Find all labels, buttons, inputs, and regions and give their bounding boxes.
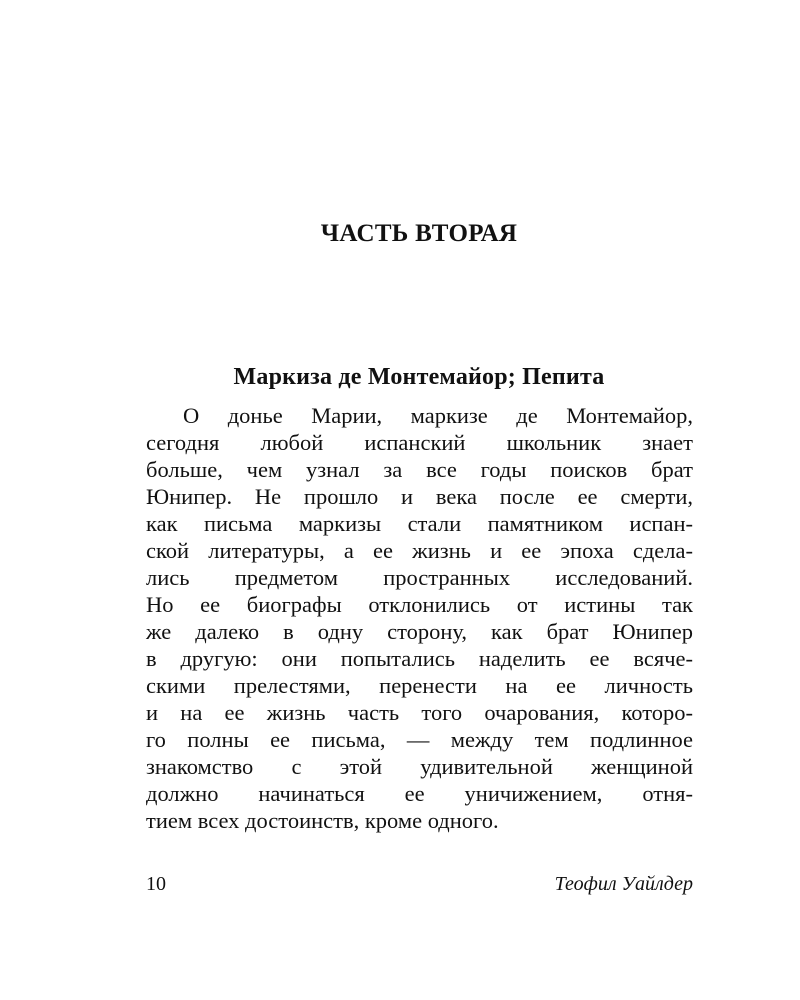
text-line: тием всех достоинств, кроме одного. (146, 808, 499, 833)
running-author: Теофил Уайлдер (554, 873, 693, 895)
body-paragraph (146, 402, 693, 834)
chapter-title: Маркиза де Монтемайор; Пепита (233, 364, 605, 390)
text-line: и на ее жизнь часть того очарования, которо- (146, 700, 693, 725)
text-line: лись предметом пространных исследований. (146, 565, 693, 590)
part-title: ЧАСТЬ ВТОРАЯ (320, 220, 518, 247)
text-line: как письма маркизы стали памятником испан- (146, 511, 693, 536)
text-line: го полны ее письма, — между тем подлинное (146, 727, 693, 752)
text-line: сегодня любой испанский школьник знает (146, 430, 693, 455)
text-line: О донье Марии, маркизе де Монтемайор, (183, 403, 693, 428)
text-line: ской литературы, а ее жизнь и ее эпоха сдела- (146, 538, 693, 563)
text-line: в другую: они попытались наделить ее всяче- (146, 646, 693, 671)
page-number: 10 (146, 873, 166, 895)
text-line: знакомство с этой удивительной женщиной (146, 754, 693, 779)
text-line: должно начинаться ее уничижением, отня- (146, 781, 693, 806)
text-line: Юнипер. Не прошло и века после ее смерти, (146, 484, 693, 509)
page-footer (146, 871, 693, 897)
text-line: скими прелестями, перенести на ее личность (146, 673, 693, 698)
text-line: больше, чем узнал за все годы поисков брат (146, 457, 693, 482)
text-line: же далеко в одну сторону, как брат Юнипер (146, 619, 693, 644)
text-line: Но ее биографы отклонились от истины так (146, 592, 693, 617)
